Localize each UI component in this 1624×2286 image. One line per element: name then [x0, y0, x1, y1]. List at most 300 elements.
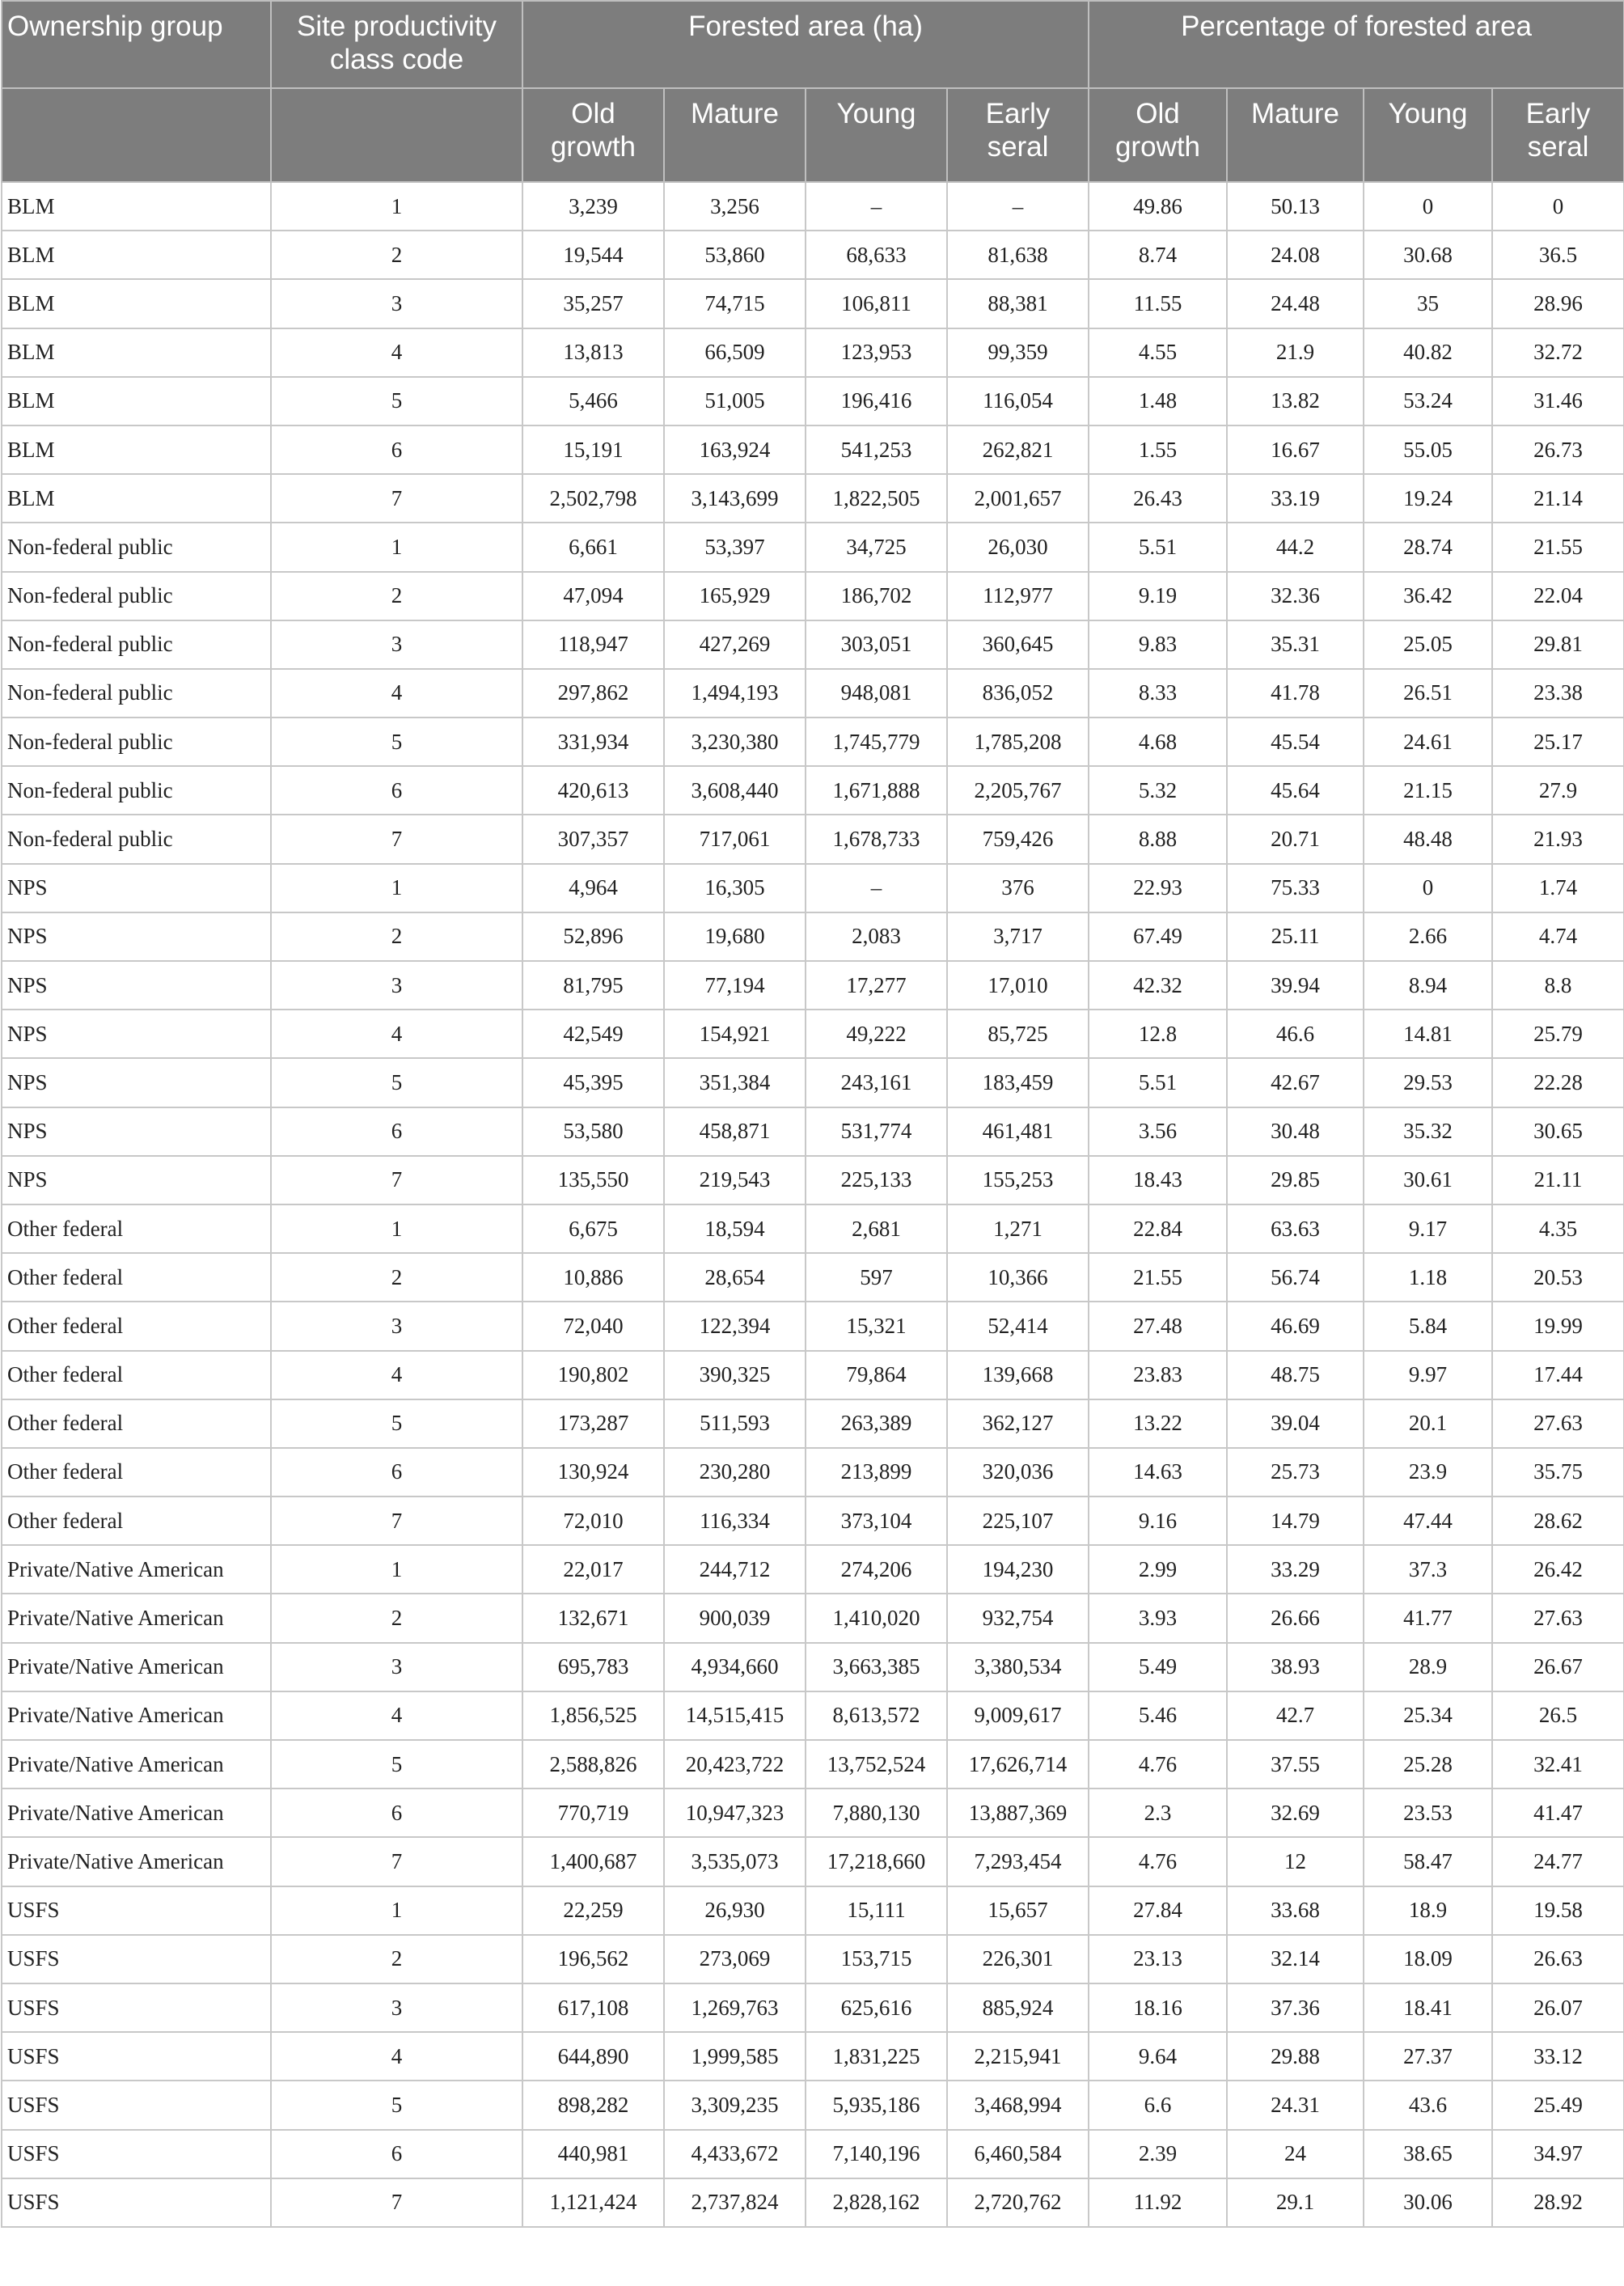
mature-pct-cell: 48.75 [1227, 1351, 1364, 1399]
old-growth-area-cell: 22,017 [522, 1545, 664, 1594]
forest-area-table [1, 0, 1624, 2228]
mature-area-cell: 4,934,660 [664, 1643, 806, 1691]
young-area-cell: 7,140,196 [806, 2130, 947, 2178]
old-growth-area-cell: 42,549 [522, 1010, 664, 1058]
site-class-cell: 5 [271, 2081, 522, 2129]
mature-area-cell: 390,325 [664, 1351, 806, 1399]
site-class-cell: 2 [271, 1253, 522, 1302]
old-growth-area-cell: 898,282 [522, 2081, 664, 2129]
young-pct-cell: 5.84 [1364, 1302, 1492, 1350]
mature-area-cell: 19,680 [664, 912, 806, 961]
site-class-cell: 3 [271, 620, 522, 669]
young-pct-cell: 19.24 [1364, 474, 1492, 523]
mature-area-cell: 10,947,323 [664, 1789, 806, 1837]
early-seral-pct-cell: 24.77 [1492, 1837, 1624, 1886]
table-row [2, 2178, 1624, 2227]
mature-pct-cell: 35.31 [1227, 620, 1364, 669]
mature-pct-cell: 29.1 [1227, 2178, 1364, 2227]
young-pct-cell: 35.32 [1364, 1107, 1492, 1156]
old-growth-area-cell: 72,040 [522, 1302, 664, 1350]
mature-pct-cell: 45.54 [1227, 718, 1364, 766]
young-pct-cell: 0 [1364, 182, 1492, 231]
old-growth-area-cell: 1,121,424 [522, 2178, 664, 2227]
mature-area-cell: 230,280 [664, 1448, 806, 1496]
old-growth-area-cell: 118,947 [522, 620, 664, 669]
early-seral-pct-cell: 41.47 [1492, 1789, 1624, 1837]
ownership-group-cell: Private/Native American [2, 1789, 271, 1837]
early-seral-area-cell: 759,426 [947, 815, 1089, 863]
young-pct-cell: 30.06 [1364, 2178, 1492, 2227]
young-pct-cell: 28.9 [1364, 1643, 1492, 1691]
early-seral-area-cell: 225,107 [947, 1496, 1089, 1545]
site-class-cell: 3 [271, 1983, 522, 2032]
ownership-group-cell: Non-federal public [2, 572, 271, 620]
young-area-cell: 263,389 [806, 1399, 947, 1448]
table-row [2, 1643, 1624, 1691]
young-area-cell: – [806, 182, 947, 231]
old-growth-pct-cell: 5.49 [1089, 1643, 1227, 1691]
young-area-cell: 303,051 [806, 620, 947, 669]
early-seral-pct-cell: 21.14 [1492, 474, 1624, 523]
young-area-cell: 597 [806, 1253, 947, 1302]
site-class-cell: 7 [271, 1156, 522, 1204]
old-growth-area-cell: 617,108 [522, 1983, 664, 2032]
old-growth-pct-cell: 1.48 [1089, 377, 1227, 425]
young-area-cell: 1,831,225 [806, 2032, 947, 2081]
mature-pct-cell: 30.48 [1227, 1107, 1364, 1156]
mature-area-cell: 122,394 [664, 1302, 806, 1350]
mature-pct-cell: 24.31 [1227, 2081, 1364, 2129]
old-growth-pct-cell: 4.55 [1089, 328, 1227, 377]
mature-pct-cell: 37.55 [1227, 1740, 1364, 1789]
early-seral-area-cell: 3,717 [947, 912, 1089, 961]
young-area-cell: – [806, 864, 947, 912]
header-early-seral-area: Early seral [947, 88, 1089, 182]
mature-area-cell: 18,594 [664, 1204, 806, 1253]
young-area-cell: 373,104 [806, 1496, 947, 1545]
header-ownership-group: Ownership group [2, 1, 271, 88]
old-growth-area-cell: 3,239 [522, 182, 664, 231]
mature-area-cell: 3,535,073 [664, 1837, 806, 1886]
table-row [2, 1107, 1624, 1156]
table-row [2, 1156, 1624, 1204]
young-pct-cell: 55.05 [1364, 425, 1492, 474]
site-class-cell: 7 [271, 2178, 522, 2227]
mature-area-cell: 219,543 [664, 1156, 806, 1204]
site-class-cell: 1 [271, 182, 522, 231]
table-row [2, 1789, 1624, 1837]
young-pct-cell: 26.51 [1364, 669, 1492, 718]
site-class-cell: 4 [271, 328, 522, 377]
ownership-group-cell: Private/Native American [2, 1594, 271, 1642]
young-pct-cell: 27.37 [1364, 2032, 1492, 2081]
mature-area-cell: 1,269,763 [664, 1983, 806, 2032]
young-pct-cell: 14.81 [1364, 1010, 1492, 1058]
old-growth-area-cell: 307,357 [522, 815, 664, 863]
young-pct-cell: 25.05 [1364, 620, 1492, 669]
young-area-cell: 213,899 [806, 1448, 947, 1496]
early-seral-pct-cell: 22.04 [1492, 572, 1624, 620]
site-class-cell: 4 [271, 1691, 522, 1740]
early-seral-area-cell: 2,001,657 [947, 474, 1089, 523]
old-growth-area-cell: 1,856,525 [522, 1691, 664, 1740]
mature-area-cell: 20,423,722 [664, 1740, 806, 1789]
young-area-cell: 2,681 [806, 1204, 947, 1253]
young-area-cell: 5,935,186 [806, 2081, 947, 2129]
young-area-cell: 49,222 [806, 1010, 947, 1058]
table-row [2, 523, 1624, 571]
mature-area-cell: 273,069 [664, 1935, 806, 1983]
early-seral-pct-cell: 25.49 [1492, 2081, 1624, 2129]
old-growth-pct-cell: 13.22 [1089, 1399, 1227, 1448]
mature-area-cell: 4,433,672 [664, 2130, 806, 2178]
young-area-cell: 1,822,505 [806, 474, 947, 523]
early-seral-pct-cell: 21.55 [1492, 523, 1624, 571]
young-pct-cell: 37.3 [1364, 1545, 1492, 1594]
header-row-2 [2, 88, 1624, 182]
mature-pct-cell: 32.36 [1227, 572, 1364, 620]
site-class-cell: 7 [271, 815, 522, 863]
mature-pct-cell: 24.48 [1227, 279, 1364, 328]
header-young-area: Young [806, 88, 947, 182]
mature-area-cell: 16,305 [664, 864, 806, 912]
table-row [2, 1204, 1624, 1253]
young-area-cell: 196,416 [806, 377, 947, 425]
old-growth-pct-cell: 21.55 [1089, 1253, 1227, 1302]
mature-pct-cell: 33.68 [1227, 1886, 1364, 1935]
mature-pct-cell: 33.19 [1227, 474, 1364, 523]
table-row [2, 912, 1624, 961]
mature-pct-cell: 46.69 [1227, 1302, 1364, 1350]
young-area-cell: 106,811 [806, 279, 947, 328]
young-pct-cell: 1.18 [1364, 1253, 1492, 1302]
mature-area-cell: 165,929 [664, 572, 806, 620]
young-area-cell: 1,678,733 [806, 815, 947, 863]
site-class-cell: 7 [271, 474, 522, 523]
young-area-cell: 531,774 [806, 1107, 947, 1156]
ownership-group-cell: Other federal [2, 1253, 271, 1302]
young-pct-cell: 25.34 [1364, 1691, 1492, 1740]
ownership-group-cell: BLM [2, 328, 271, 377]
early-seral-pct-cell: 21.11 [1492, 1156, 1624, 1204]
table-row [2, 1935, 1624, 1983]
young-area-cell: 274,206 [806, 1545, 947, 1594]
old-growth-pct-cell: 9.64 [1089, 2032, 1227, 2081]
header-site-productivity: Site productivity class code [271, 1, 522, 88]
header-row-1 [2, 1, 1624, 88]
table-row [2, 2032, 1624, 2081]
mature-pct-cell: 45.64 [1227, 766, 1364, 815]
early-seral-area-cell: 2,215,941 [947, 2032, 1089, 2081]
mature-area-cell: 116,334 [664, 1496, 806, 1545]
old-growth-pct-cell: 2.99 [1089, 1545, 1227, 1594]
early-seral-area-cell: 116,054 [947, 377, 1089, 425]
ownership-group-cell: Non-federal public [2, 669, 271, 718]
old-growth-area-cell: 81,795 [522, 961, 664, 1010]
old-growth-pct-cell: 42.32 [1089, 961, 1227, 1010]
mature-pct-cell: 32.14 [1227, 1935, 1364, 1983]
early-seral-area-cell: 10,366 [947, 1253, 1089, 1302]
old-growth-area-cell: 45,395 [522, 1058, 664, 1107]
ownership-group-cell: Private/Native American [2, 1643, 271, 1691]
young-pct-cell: 38.65 [1364, 2130, 1492, 2178]
old-growth-pct-cell: 9.19 [1089, 572, 1227, 620]
old-growth-area-cell: 2,588,826 [522, 1740, 664, 1789]
early-seral-pct-cell: 20.53 [1492, 1253, 1624, 1302]
early-seral-area-cell: 183,459 [947, 1058, 1089, 1107]
old-growth-pct-cell: 18.43 [1089, 1156, 1227, 1204]
ownership-group-cell: USFS [2, 2130, 271, 2178]
young-area-cell: 948,081 [806, 669, 947, 718]
old-growth-pct-cell: 22.93 [1089, 864, 1227, 912]
young-pct-cell: 23.9 [1364, 1448, 1492, 1496]
ownership-group-cell: Private/Native American [2, 1837, 271, 1886]
young-area-cell: 79,864 [806, 1351, 947, 1399]
header-mature-area: Mature [664, 88, 806, 182]
early-seral-area-cell: 376 [947, 864, 1089, 912]
young-pct-cell: 30.68 [1364, 231, 1492, 279]
old-growth-area-cell: 190,802 [522, 1351, 664, 1399]
old-growth-pct-cell: 23.13 [1089, 1935, 1227, 1983]
mature-pct-cell: 39.04 [1227, 1399, 1364, 1448]
mature-area-cell: 427,269 [664, 620, 806, 669]
young-area-cell: 17,277 [806, 961, 947, 1010]
early-seral-pct-cell: 26.42 [1492, 1545, 1624, 1594]
mature-area-cell: 1,999,585 [664, 2032, 806, 2081]
header-percentage-forested: Percentage of forested area [1089, 1, 1624, 88]
header-mature-pct: Mature [1227, 88, 1364, 182]
table-row [2, 1448, 1624, 1496]
header-forested-area: Forested area (ha) [522, 1, 1089, 88]
mature-area-cell: 511,593 [664, 1399, 806, 1448]
mature-area-cell: 154,921 [664, 1010, 806, 1058]
old-growth-pct-cell: 14.63 [1089, 1448, 1227, 1496]
mature-area-cell: 77,194 [664, 961, 806, 1010]
young-pct-cell: 40.82 [1364, 328, 1492, 377]
mature-area-cell: 717,061 [664, 815, 806, 863]
early-seral-pct-cell: 28.62 [1492, 1496, 1624, 1545]
mature-pct-cell: 39.94 [1227, 961, 1364, 1010]
table-row [2, 766, 1624, 815]
site-class-cell: 2 [271, 912, 522, 961]
table-row [2, 1691, 1624, 1740]
ownership-group-cell: NPS [2, 1058, 271, 1107]
mature-area-cell: 458,871 [664, 1107, 806, 1156]
early-seral-pct-cell: 36.5 [1492, 231, 1624, 279]
early-seral-area-cell: 1,271 [947, 1204, 1089, 1253]
early-seral-area-cell: 85,725 [947, 1010, 1089, 1058]
table-row [2, 1886, 1624, 1935]
mature-pct-cell: 42.7 [1227, 1691, 1364, 1740]
early-seral-area-cell: 26,030 [947, 523, 1089, 571]
mature-area-cell: 3,230,380 [664, 718, 806, 766]
site-class-cell: 6 [271, 1448, 522, 1496]
young-area-cell: 625,616 [806, 1983, 947, 2032]
old-growth-area-cell: 47,094 [522, 572, 664, 620]
early-seral-pct-cell: 29.81 [1492, 620, 1624, 669]
old-growth-pct-cell: 4.76 [1089, 1837, 1227, 1886]
young-area-cell: 17,218,660 [806, 1837, 947, 1886]
ownership-group-cell: Non-federal public [2, 523, 271, 571]
old-growth-area-cell: 196,562 [522, 1935, 664, 1983]
mature-area-cell: 66,509 [664, 328, 806, 377]
mature-pct-cell: 42.67 [1227, 1058, 1364, 1107]
site-class-cell: 6 [271, 1789, 522, 1837]
table-row [2, 669, 1624, 718]
mature-area-cell: 3,256 [664, 182, 806, 231]
table-row [2, 718, 1624, 766]
site-class-cell: 1 [271, 1545, 522, 1594]
early-seral-pct-cell: 26.67 [1492, 1643, 1624, 1691]
ownership-group-cell: NPS [2, 864, 271, 912]
table-row [2, 1545, 1624, 1594]
young-area-cell: 68,633 [806, 231, 947, 279]
old-growth-pct-cell: 12.8 [1089, 1010, 1227, 1058]
old-growth-area-cell: 5,466 [522, 377, 664, 425]
old-growth-area-cell: 10,886 [522, 1253, 664, 1302]
ownership-group-cell: Non-federal public [2, 620, 271, 669]
young-area-cell: 34,725 [806, 523, 947, 571]
early-seral-pct-cell: 22.28 [1492, 1058, 1624, 1107]
old-growth-pct-cell: 67.49 [1089, 912, 1227, 961]
site-class-cell: 2 [271, 572, 522, 620]
ownership-group-cell: NPS [2, 961, 271, 1010]
old-growth-pct-cell: 8.33 [1089, 669, 1227, 718]
early-seral-area-cell: 99,359 [947, 328, 1089, 377]
old-growth-area-cell: 13,813 [522, 328, 664, 377]
old-growth-pct-cell: 18.16 [1089, 1983, 1227, 2032]
early-seral-pct-cell: 19.99 [1492, 1302, 1624, 1350]
ownership-group-cell: BLM [2, 279, 271, 328]
early-seral-area-cell: 1,785,208 [947, 718, 1089, 766]
old-growth-area-cell: 770,719 [522, 1789, 664, 1837]
ownership-group-cell: Non-federal public [2, 815, 271, 863]
young-area-cell: 7,880,130 [806, 1789, 947, 1837]
ownership-group-cell: Non-federal public [2, 718, 271, 766]
ownership-group-cell: Non-federal public [2, 766, 271, 815]
old-growth-pct-cell: 11.55 [1089, 279, 1227, 328]
young-pct-cell: 28.74 [1364, 523, 1492, 571]
mature-area-cell: 74,715 [664, 279, 806, 328]
young-area-cell: 15,111 [806, 1886, 947, 1935]
early-seral-area-cell: 461,481 [947, 1107, 1089, 1156]
mature-pct-cell: 75.33 [1227, 864, 1364, 912]
site-class-cell: 4 [271, 669, 522, 718]
early-seral-area-cell: 2,720,762 [947, 2178, 1089, 2227]
ownership-group-cell: BLM [2, 231, 271, 279]
old-growth-pct-cell: 5.32 [1089, 766, 1227, 815]
young-pct-cell: 30.61 [1364, 1156, 1492, 1204]
mature-area-cell: 3,143,699 [664, 474, 806, 523]
mature-area-cell: 1,494,193 [664, 669, 806, 718]
early-seral-area-cell: 932,754 [947, 1594, 1089, 1642]
early-seral-pct-cell: 26.73 [1492, 425, 1624, 474]
mature-pct-cell: 24 [1227, 2130, 1364, 2178]
old-growth-pct-cell: 8.88 [1089, 815, 1227, 863]
young-pct-cell: 41.77 [1364, 1594, 1492, 1642]
early-seral-area-cell: 112,977 [947, 572, 1089, 620]
table-row [2, 2130, 1624, 2178]
young-area-cell: 123,953 [806, 328, 947, 377]
table-row [2, 1302, 1624, 1350]
old-growth-area-cell: 19,544 [522, 231, 664, 279]
header-early-seral-pct: Early seral [1492, 88, 1624, 182]
early-seral-area-cell: 262,821 [947, 425, 1089, 474]
young-pct-cell: 18.41 [1364, 1983, 1492, 2032]
young-area-cell: 541,253 [806, 425, 947, 474]
old-growth-pct-cell: 4.68 [1089, 718, 1227, 766]
early-seral-pct-cell: 21.93 [1492, 815, 1624, 863]
ownership-group-cell: NPS [2, 1010, 271, 1058]
ownership-group-cell: Other federal [2, 1448, 271, 1496]
mature-pct-cell: 29.85 [1227, 1156, 1364, 1204]
old-growth-area-cell: 22,259 [522, 1886, 664, 1935]
ownership-group-cell: BLM [2, 377, 271, 425]
young-pct-cell: 18.09 [1364, 1935, 1492, 1983]
site-class-cell: 5 [271, 377, 522, 425]
site-class-cell: 5 [271, 1740, 522, 1789]
young-pct-cell: 9.17 [1364, 1204, 1492, 1253]
mature-area-cell: 163,924 [664, 425, 806, 474]
early-seral-pct-cell: 34.97 [1492, 2130, 1624, 2178]
young-area-cell: 153,715 [806, 1935, 947, 1983]
early-seral-pct-cell: 27.63 [1492, 1399, 1624, 1448]
early-seral-pct-cell: 30.65 [1492, 1107, 1624, 1156]
table-row [2, 2081, 1624, 2129]
old-growth-area-cell: 52,896 [522, 912, 664, 961]
old-growth-area-cell: 173,287 [522, 1399, 664, 1448]
early-seral-pct-cell: 27.9 [1492, 766, 1624, 815]
mature-area-cell: 26,930 [664, 1886, 806, 1935]
early-seral-pct-cell: 23.38 [1492, 669, 1624, 718]
site-class-cell: 7 [271, 1837, 522, 1886]
mature-pct-cell: 37.36 [1227, 1983, 1364, 2032]
mature-pct-cell: 50.13 [1227, 182, 1364, 231]
early-seral-area-cell: 7,293,454 [947, 1837, 1089, 1886]
early-seral-pct-cell: 1.74 [1492, 864, 1624, 912]
young-pct-cell: 29.53 [1364, 1058, 1492, 1107]
young-area-cell: 15,321 [806, 1302, 947, 1350]
old-growth-area-cell: 1,400,687 [522, 1837, 664, 1886]
early-seral-pct-cell: 35.75 [1492, 1448, 1624, 1496]
early-seral-pct-cell: 31.46 [1492, 377, 1624, 425]
table-row [2, 1594, 1624, 1642]
header-old-growth-area: Old growth [522, 88, 664, 182]
young-area-cell: 186,702 [806, 572, 947, 620]
young-area-cell: 1,745,779 [806, 718, 947, 766]
early-seral-area-cell: 836,052 [947, 669, 1089, 718]
ownership-group-cell: USFS [2, 1886, 271, 1935]
table-row [2, 1253, 1624, 1302]
young-pct-cell: 24.61 [1364, 718, 1492, 766]
ownership-group-cell: USFS [2, 2081, 271, 2129]
early-seral-area-cell: 139,668 [947, 1351, 1089, 1399]
old-growth-area-cell: 695,783 [522, 1643, 664, 1691]
early-seral-area-cell: 13,887,369 [947, 1789, 1089, 1837]
old-growth-pct-cell: 1.55 [1089, 425, 1227, 474]
young-pct-cell: 36.42 [1364, 572, 1492, 620]
old-growth-area-cell: 53,580 [522, 1107, 664, 1156]
table-row [2, 377, 1624, 425]
mature-pct-cell: 25.73 [1227, 1448, 1364, 1496]
young-pct-cell: 9.97 [1364, 1351, 1492, 1399]
old-growth-pct-cell: 6.6 [1089, 2081, 1227, 2129]
site-class-cell: 6 [271, 766, 522, 815]
old-growth-pct-cell: 9.16 [1089, 1496, 1227, 1545]
early-seral-area-cell: 52,414 [947, 1302, 1089, 1350]
table-row [2, 1399, 1624, 1448]
young-area-cell: 2,083 [806, 912, 947, 961]
